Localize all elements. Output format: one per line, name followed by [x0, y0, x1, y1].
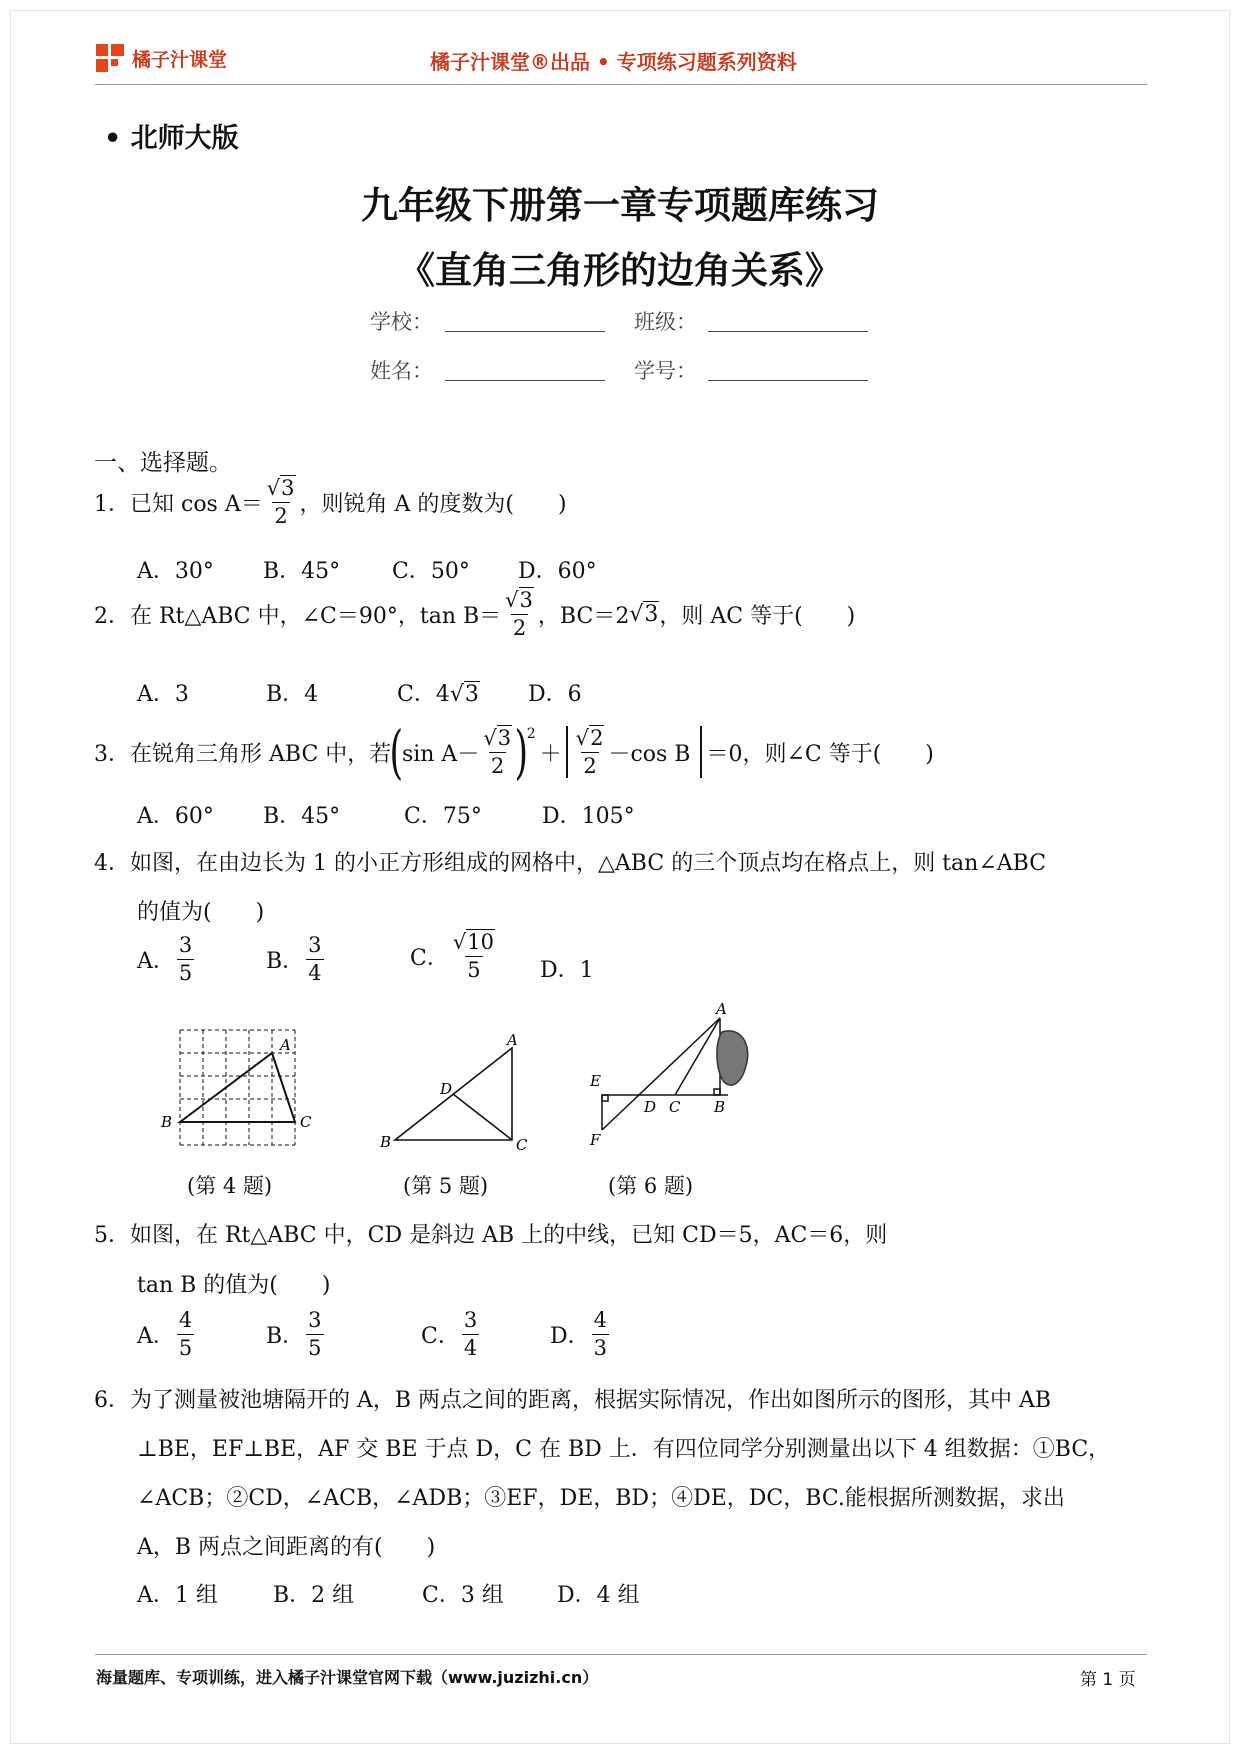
q6-option-c[interactable]: C．3 组	[422, 1583, 504, 1608]
question-text: 如图，在 Rt△ABC 中，CD 是斜边 AB 上的中线，已知 CD＝5，AC＝6，则	[130, 1223, 888, 1248]
label-c: C	[516, 1136, 528, 1154]
q6-option-a[interactable]: A．1 组	[137, 1583, 218, 1608]
number-field[interactable]	[708, 380, 868, 381]
school-label: 学校：	[370, 310, 433, 334]
page-subtitle: 《直角三角形的边角关系》	[398, 249, 842, 292]
question-2: 2． 在 Rt△ABC 中，∠C＝90°，tan B＝ $\frac{√3}{2}$ ，BC＝2 √3 ，则 AC 等于( )	[94, 588, 856, 640]
question-number: 6．	[94, 1388, 130, 1413]
q3-option-d[interactable]: D．105°	[542, 804, 635, 829]
q5-option-a[interactable]: A． $\frac{4}{5}$	[137, 1308, 193, 1360]
label-c: C	[669, 1098, 681, 1116]
label-c: C	[300, 1113, 312, 1131]
cos-term: －cos B	[608, 741, 691, 767]
question-text: ，BC＝2	[537, 604, 630, 629]
left-paren: (	[389, 718, 404, 786]
radicand: 3	[644, 602, 659, 627]
question-6	[94, 1383, 1051, 1414]
question-6-line2: ⊥BE，EF⊥BE，AF 交 BE 于点 D，C 在 BD 上．有四位同学分别测量出以下 4 组数据：①BC，	[137, 1437, 1111, 1462]
q1-option-c[interactable]: C．50°	[392, 559, 470, 584]
question-4	[94, 846, 1046, 877]
question-text: ，则锐角 A 的度数为( )	[299, 492, 567, 517]
label-a: A	[507, 1031, 518, 1049]
edition-label: • 北师大版	[104, 123, 239, 154]
question-5-cont: tan B 的值为( )	[137, 1273, 331, 1298]
footer-divider	[95, 1654, 1147, 1655]
figures-row	[150, 1000, 870, 1170]
denominator: 2	[274, 504, 288, 528]
radicand: 3	[281, 476, 295, 500]
q6-option-b[interactable]: B．2 组	[273, 1583, 355, 1608]
fraction: $\frac{√3}{2}$	[483, 725, 512, 778]
q2-option-d[interactable]: D．6	[528, 682, 582, 707]
exponent: 2	[526, 726, 536, 742]
right-paren: )	[514, 718, 529, 786]
question-1	[94, 478, 567, 527]
page-title: 九年级下册第一章专项题库练习	[361, 184, 879, 227]
q2-option-a[interactable]: A．3	[137, 682, 189, 707]
footer-text: 海量题库、专项训练，进入橘子汁课堂官网下载（www.juzizhi.cn）	[96, 1668, 599, 1687]
question-3	[94, 718, 934, 786]
label-e: E	[590, 1072, 601, 1090]
q2-option-c[interactable]: C．4√3	[397, 682, 479, 707]
brand-logo	[96, 44, 227, 72]
q6-option-d[interactable]: D．4 组	[557, 1583, 640, 1608]
plus-sign: ＋	[539, 741, 562, 767]
label-d: D	[440, 1080, 453, 1098]
question-5	[94, 1218, 887, 1249]
q4-option-d[interactable]: D．1	[540, 958, 594, 983]
question-text: 如图，在由边长为 1 的小正方形组成的网格中，△ABC 的三个顶点均在格点上，则 tan∠ABC	[130, 851, 1047, 876]
caption-fig5: (第 5 题)	[403, 1174, 489, 1198]
abs-bar-right	[700, 726, 702, 778]
abs-bar-left	[566, 726, 568, 778]
question-text: 已知 cos A＝	[130, 492, 263, 517]
question-text: 为了测量被池塘隔开的 A，B 两点之间的距离，根据实际情况，作出如图所示的图形，其中 AB	[130, 1388, 1052, 1413]
label-b: B	[161, 1113, 173, 1131]
brand-name: 橘子汁课堂	[132, 48, 228, 71]
question-text: 在锐角三角形 ABC 中，若	[130, 741, 392, 767]
label-a: A	[716, 1000, 727, 1018]
name-field[interactable]	[445, 380, 605, 381]
q4-option-a[interactable]: A． $\frac{3}{5}$	[137, 933, 193, 985]
question-text: ＝0，则∠C 等于( )	[706, 741, 934, 767]
q4-option-c[interactable]: C． $\frac{√10}{5}$	[410, 930, 494, 982]
denominator: 2	[512, 616, 527, 640]
name-label: 姓名：	[370, 359, 433, 383]
q4-option-b[interactable]: B． $\frac{3}{4}$	[266, 933, 322, 985]
label-b: B	[714, 1098, 726, 1116]
question-number: 3．	[94, 741, 130, 767]
question-text: 在 Rt△ABC 中，∠C＝90°，tan B＝	[130, 604, 502, 629]
fraction: $\frac{√2}{2}$	[575, 725, 604, 778]
sin-term: sin A－	[401, 741, 480, 767]
q1-option-d[interactable]: D．60°	[518, 559, 597, 584]
label-b: B	[380, 1133, 392, 1151]
fraction: $\frac{√3}{2}$	[505, 588, 533, 640]
q5-option-c[interactable]: C． $\frac{3}{4}$	[421, 1308, 478, 1360]
q5-option-d[interactable]: D． $\frac{4}{3}$	[550, 1308, 608, 1360]
header-title: 橘子汁课堂®出品 • 专项练习题系列资料	[430, 50, 797, 74]
label-d: D	[644, 1098, 657, 1116]
radicand: 3	[519, 588, 533, 612]
header-divider	[95, 84, 1147, 85]
section-heading: 一、选择题。	[94, 450, 232, 476]
label-f: F	[590, 1131, 601, 1149]
caption-fig6: (第 6 题)	[608, 1174, 694, 1198]
figure-4	[180, 1030, 295, 1145]
class-label: 班级：	[634, 310, 697, 334]
question-text: ，则 AC 等于( )	[659, 604, 856, 629]
figure-5	[395, 1048, 512, 1140]
q1-option-a[interactable]: A．30°	[137, 559, 214, 584]
question-number: 4．	[94, 851, 130, 876]
school-field[interactable]	[445, 331, 605, 332]
fraction: $\frac{√3}{2}$	[266, 476, 295, 528]
page-number: 第 1 页	[1080, 1670, 1136, 1690]
question-6-line4: A，B 两点之间距离的有( )	[137, 1535, 436, 1560]
question-number: 2．	[94, 604, 130, 629]
q3-option-a[interactable]: A．60°	[137, 804, 214, 829]
caption-fig4: (第 4 题)	[187, 1174, 273, 1198]
q5-option-b[interactable]: B． $\frac{3}{5}$	[266, 1308, 322, 1360]
q1-option-b[interactable]: B．45°	[263, 559, 341, 584]
q2-option-b[interactable]: B．4	[266, 682, 319, 707]
number-label: 学号：	[634, 359, 697, 383]
logo-icon	[96, 44, 124, 72]
question-6-line3: ∠ACB；②CD，∠ACB，∠ADB；③EF，DE，BD；④DE，DC，BC.能根据所测数据，求出	[137, 1486, 1065, 1511]
question-number: 5．	[94, 1223, 130, 1248]
label-a: A	[280, 1036, 291, 1054]
radicand: 3	[464, 682, 479, 707]
q3-option-c[interactable]: C．75°	[404, 804, 482, 829]
class-field[interactable]	[708, 331, 868, 332]
question-4-cont: 的值为( )	[137, 900, 265, 925]
question-number: 1．	[94, 492, 130, 517]
q3-option-b[interactable]: B．45°	[263, 804, 341, 829]
